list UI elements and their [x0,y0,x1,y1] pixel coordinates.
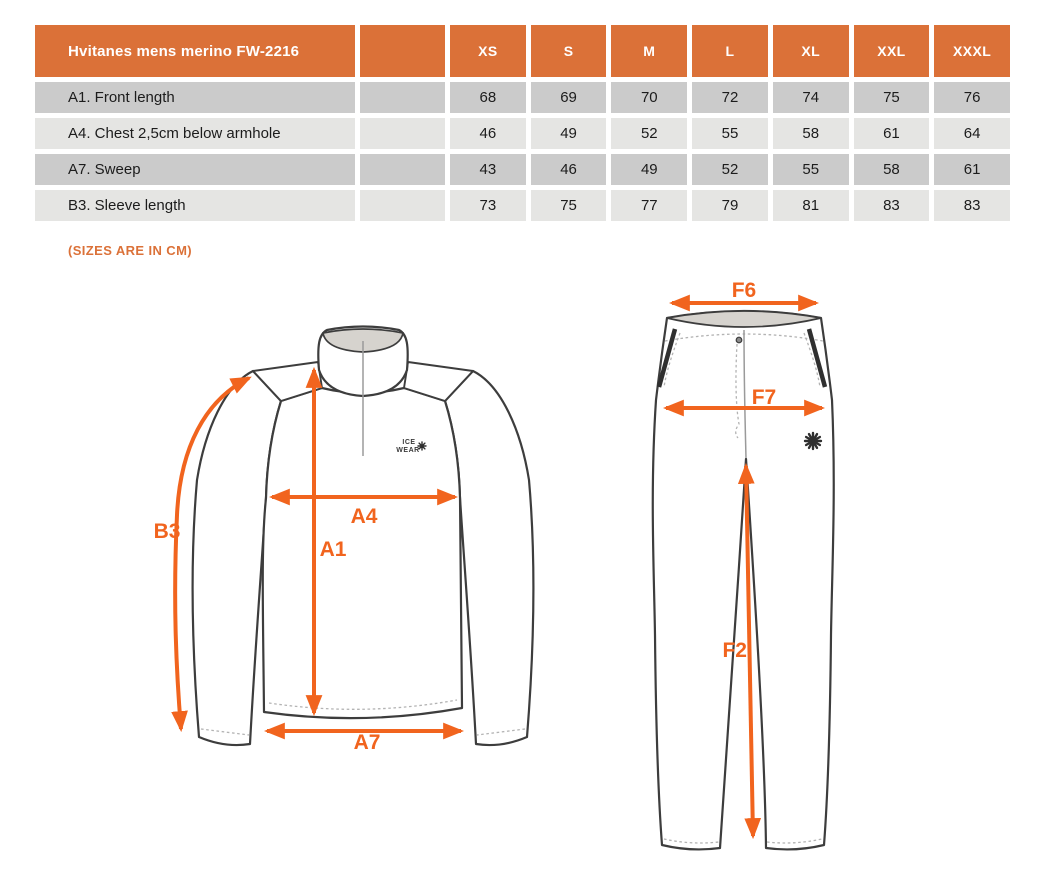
measurement-value: 61 [934,154,1010,185]
measurement-value: 83 [854,190,930,221]
waist-button [736,337,742,343]
measurement-value: 76 [934,82,1010,113]
spacer-cell [360,190,445,221]
measurement-value: 55 [692,118,768,149]
measurement-label: A4. Chest 2,5cm below armhole [35,118,355,149]
measurement-value: 83 [934,190,1010,221]
brand-logo-text-line2: WEAR [396,447,420,454]
size-column-header-xl: XL [773,25,849,77]
size-column-header-xs: XS [450,25,526,77]
measurement-value: 77 [611,190,687,221]
measurement-label: A1. Front length [35,82,355,113]
measurement-value: 81 [773,190,849,221]
f7-measure-label: F7 [751,386,777,409]
spacer-cell [360,82,445,113]
measurement-value: 79 [692,190,768,221]
measurement-value: 68 [450,82,526,113]
f2-measure-label: F2 [722,639,747,662]
size-table-header-row [35,25,1010,77]
measurement-value: 52 [692,154,768,185]
measurement-value: 58 [773,118,849,149]
measurement-value: 58 [854,154,930,185]
a1-measure-label: A1 [319,538,347,561]
measurement-value: 49 [611,154,687,185]
measurement-value: 52 [611,118,687,149]
units-note: (SIZES ARE IN CM) [68,243,193,258]
size-column-header-l: L [692,25,768,77]
measurement-value: 75 [854,82,930,113]
snowflake-icon [418,442,426,450]
a7-measure-label: A7 [353,731,381,754]
size-column-header-xxl: XXL [854,25,930,77]
size-table [35,25,1010,221]
measurement-label: B3. Sleeve length [35,190,355,221]
measurement-value: 43 [450,154,526,185]
measurement-value: 61 [854,118,930,149]
header-spacer-cell [360,25,445,77]
measurement-value: 49 [531,118,607,149]
table-row [35,190,1010,221]
pants-outline [653,311,834,849]
pants-measurement-diagram [615,275,905,880]
table-row [35,82,1010,113]
measurement-value: 75 [531,190,607,221]
size-column-header-xxxl: XXXL [934,25,1010,77]
measurement-value: 64 [934,118,1010,149]
a4-measure-label: A4 [350,505,378,528]
measurement-value: 74 [773,82,849,113]
measurement-value: 70 [611,82,687,113]
spacer-cell [360,118,445,149]
measurement-value: 73 [450,190,526,221]
measurement-value: 46 [531,154,607,185]
product-title: Hvitanes mens merino FW-2216 [35,25,355,77]
measurement-value: 55 [773,154,849,185]
size-table-body [35,82,1010,221]
shirt-measurement-diagram [150,290,590,760]
measurement-value: 46 [450,118,526,149]
size-column-header-m: M [611,25,687,77]
f6-measure-label: F6 [731,279,757,302]
measurement-value: 72 [692,82,768,113]
b3-measure-label: B3 [153,520,181,543]
table-row [35,118,1010,149]
brand-logo-text-line1: ICE [402,439,416,446]
measurement-label: A7. Sweep [35,154,355,185]
measurement-value: 69 [531,82,607,113]
table-row [35,154,1010,185]
size-column-header-s: S [531,25,607,77]
spacer-cell [360,154,445,185]
